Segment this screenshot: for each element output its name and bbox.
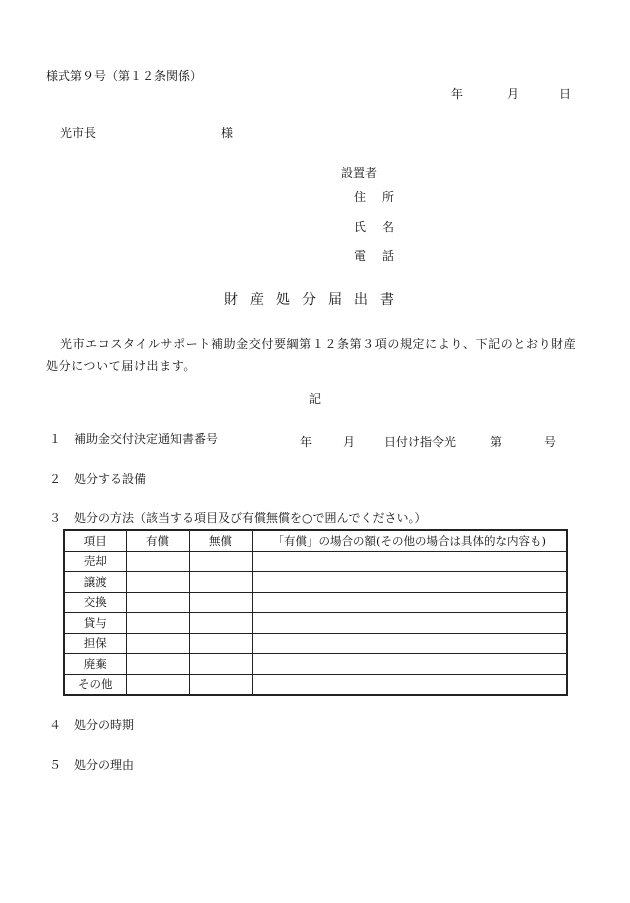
- item-number: １: [49, 432, 62, 446]
- header-amount: 「有償」の場合の額(その他の場合は具体的な内容も): [252, 530, 567, 551]
- document-title: 財産処分届出書: [224, 292, 406, 308]
- table-row: [64, 633, 567, 654]
- paid-cell[interactable]: [126, 633, 189, 654]
- item-5: [0, 759, 630, 771]
- item1-dai: 第: [490, 435, 503, 449]
- item-number: ４: [49, 718, 62, 732]
- table-row: [64, 592, 567, 613]
- item-2: [0, 473, 630, 485]
- paid-cell[interactable]: [126, 674, 189, 695]
- item-label: 処分する設備: [74, 472, 147, 486]
- row-label: 貸与: [64, 613, 126, 634]
- item-label: 処分の方法（該当する項目及び有償無償を○で囲んでください。）: [74, 511, 427, 525]
- table-row: [64, 572, 567, 593]
- free-cell[interactable]: [189, 551, 252, 572]
- date-month: 月: [507, 87, 520, 101]
- header-item: 項目: [64, 530, 126, 551]
- applicant-title: 設置者: [341, 166, 378, 180]
- row-label: 交換: [64, 592, 126, 613]
- body-text: 光市エコスタイルサポート補助金交付要綱第１２条第３項の規定により、下記のとおり財産処分について届け出ます。: [46, 337, 577, 373]
- amount-cell[interactable]: [252, 613, 567, 634]
- amount-cell[interactable]: [252, 592, 567, 613]
- item-number: ２: [49, 472, 62, 486]
- item-label: 補助金交付決定通知書番号: [74, 432, 219, 446]
- date-day: 日: [559, 87, 572, 101]
- addressee-name: 光市長: [60, 126, 97, 140]
- paid-cell[interactable]: [126, 551, 189, 572]
- item1-go: 号: [544, 435, 557, 449]
- table-row: [64, 654, 567, 675]
- table-header-row: [64, 530, 567, 551]
- ki-heading: 記: [308, 392, 321, 406]
- row-label: 譲渡: [64, 572, 126, 593]
- free-cell[interactable]: [189, 633, 252, 654]
- item-number: ３: [49, 511, 62, 525]
- item1-date-ref: 日付け指令光: [384, 435, 457, 449]
- free-cell[interactable]: [189, 592, 252, 613]
- item-4: [0, 719, 630, 731]
- free-cell[interactable]: [189, 613, 252, 634]
- item-label: 処分の理由: [74, 758, 135, 772]
- free-cell[interactable]: [189, 654, 252, 675]
- amount-cell[interactable]: [252, 633, 567, 654]
- header-free: 無償: [189, 530, 252, 551]
- form-number: 様式第９号（第１２条関係）: [46, 69, 203, 83]
- date-year: 年: [451, 87, 464, 101]
- row-label: 担保: [64, 633, 126, 654]
- row-label: 売却: [64, 551, 126, 572]
- free-cell[interactable]: [189, 572, 252, 593]
- item1-year: 年: [300, 435, 313, 449]
- paid-cell[interactable]: [126, 613, 189, 634]
- free-cell[interactable]: [189, 674, 252, 695]
- paid-cell[interactable]: [126, 592, 189, 613]
- amount-cell[interactable]: [252, 674, 567, 695]
- header-paid: 有償: [126, 530, 189, 551]
- item-number: ５: [49, 758, 62, 772]
- row-label: 廃棄: [64, 654, 126, 675]
- paid-cell[interactable]: [126, 654, 189, 675]
- date-line: [451, 88, 576, 100]
- item-3: [0, 512, 630, 524]
- item-label: 処分の時期: [74, 718, 135, 732]
- disposal-method-table: [63, 529, 568, 696]
- item1-month: 月: [343, 435, 356, 449]
- table-row: [64, 674, 567, 695]
- row-label: その他: [64, 674, 126, 695]
- table-row: [64, 613, 567, 634]
- amount-cell[interactable]: [252, 551, 567, 572]
- table-row: [64, 551, 567, 572]
- item1-fields: [300, 433, 560, 449]
- amount-cell[interactable]: [252, 572, 567, 593]
- addressee-honorific: 様: [221, 126, 234, 140]
- amount-cell[interactable]: [252, 654, 567, 675]
- paid-cell[interactable]: [126, 572, 189, 593]
